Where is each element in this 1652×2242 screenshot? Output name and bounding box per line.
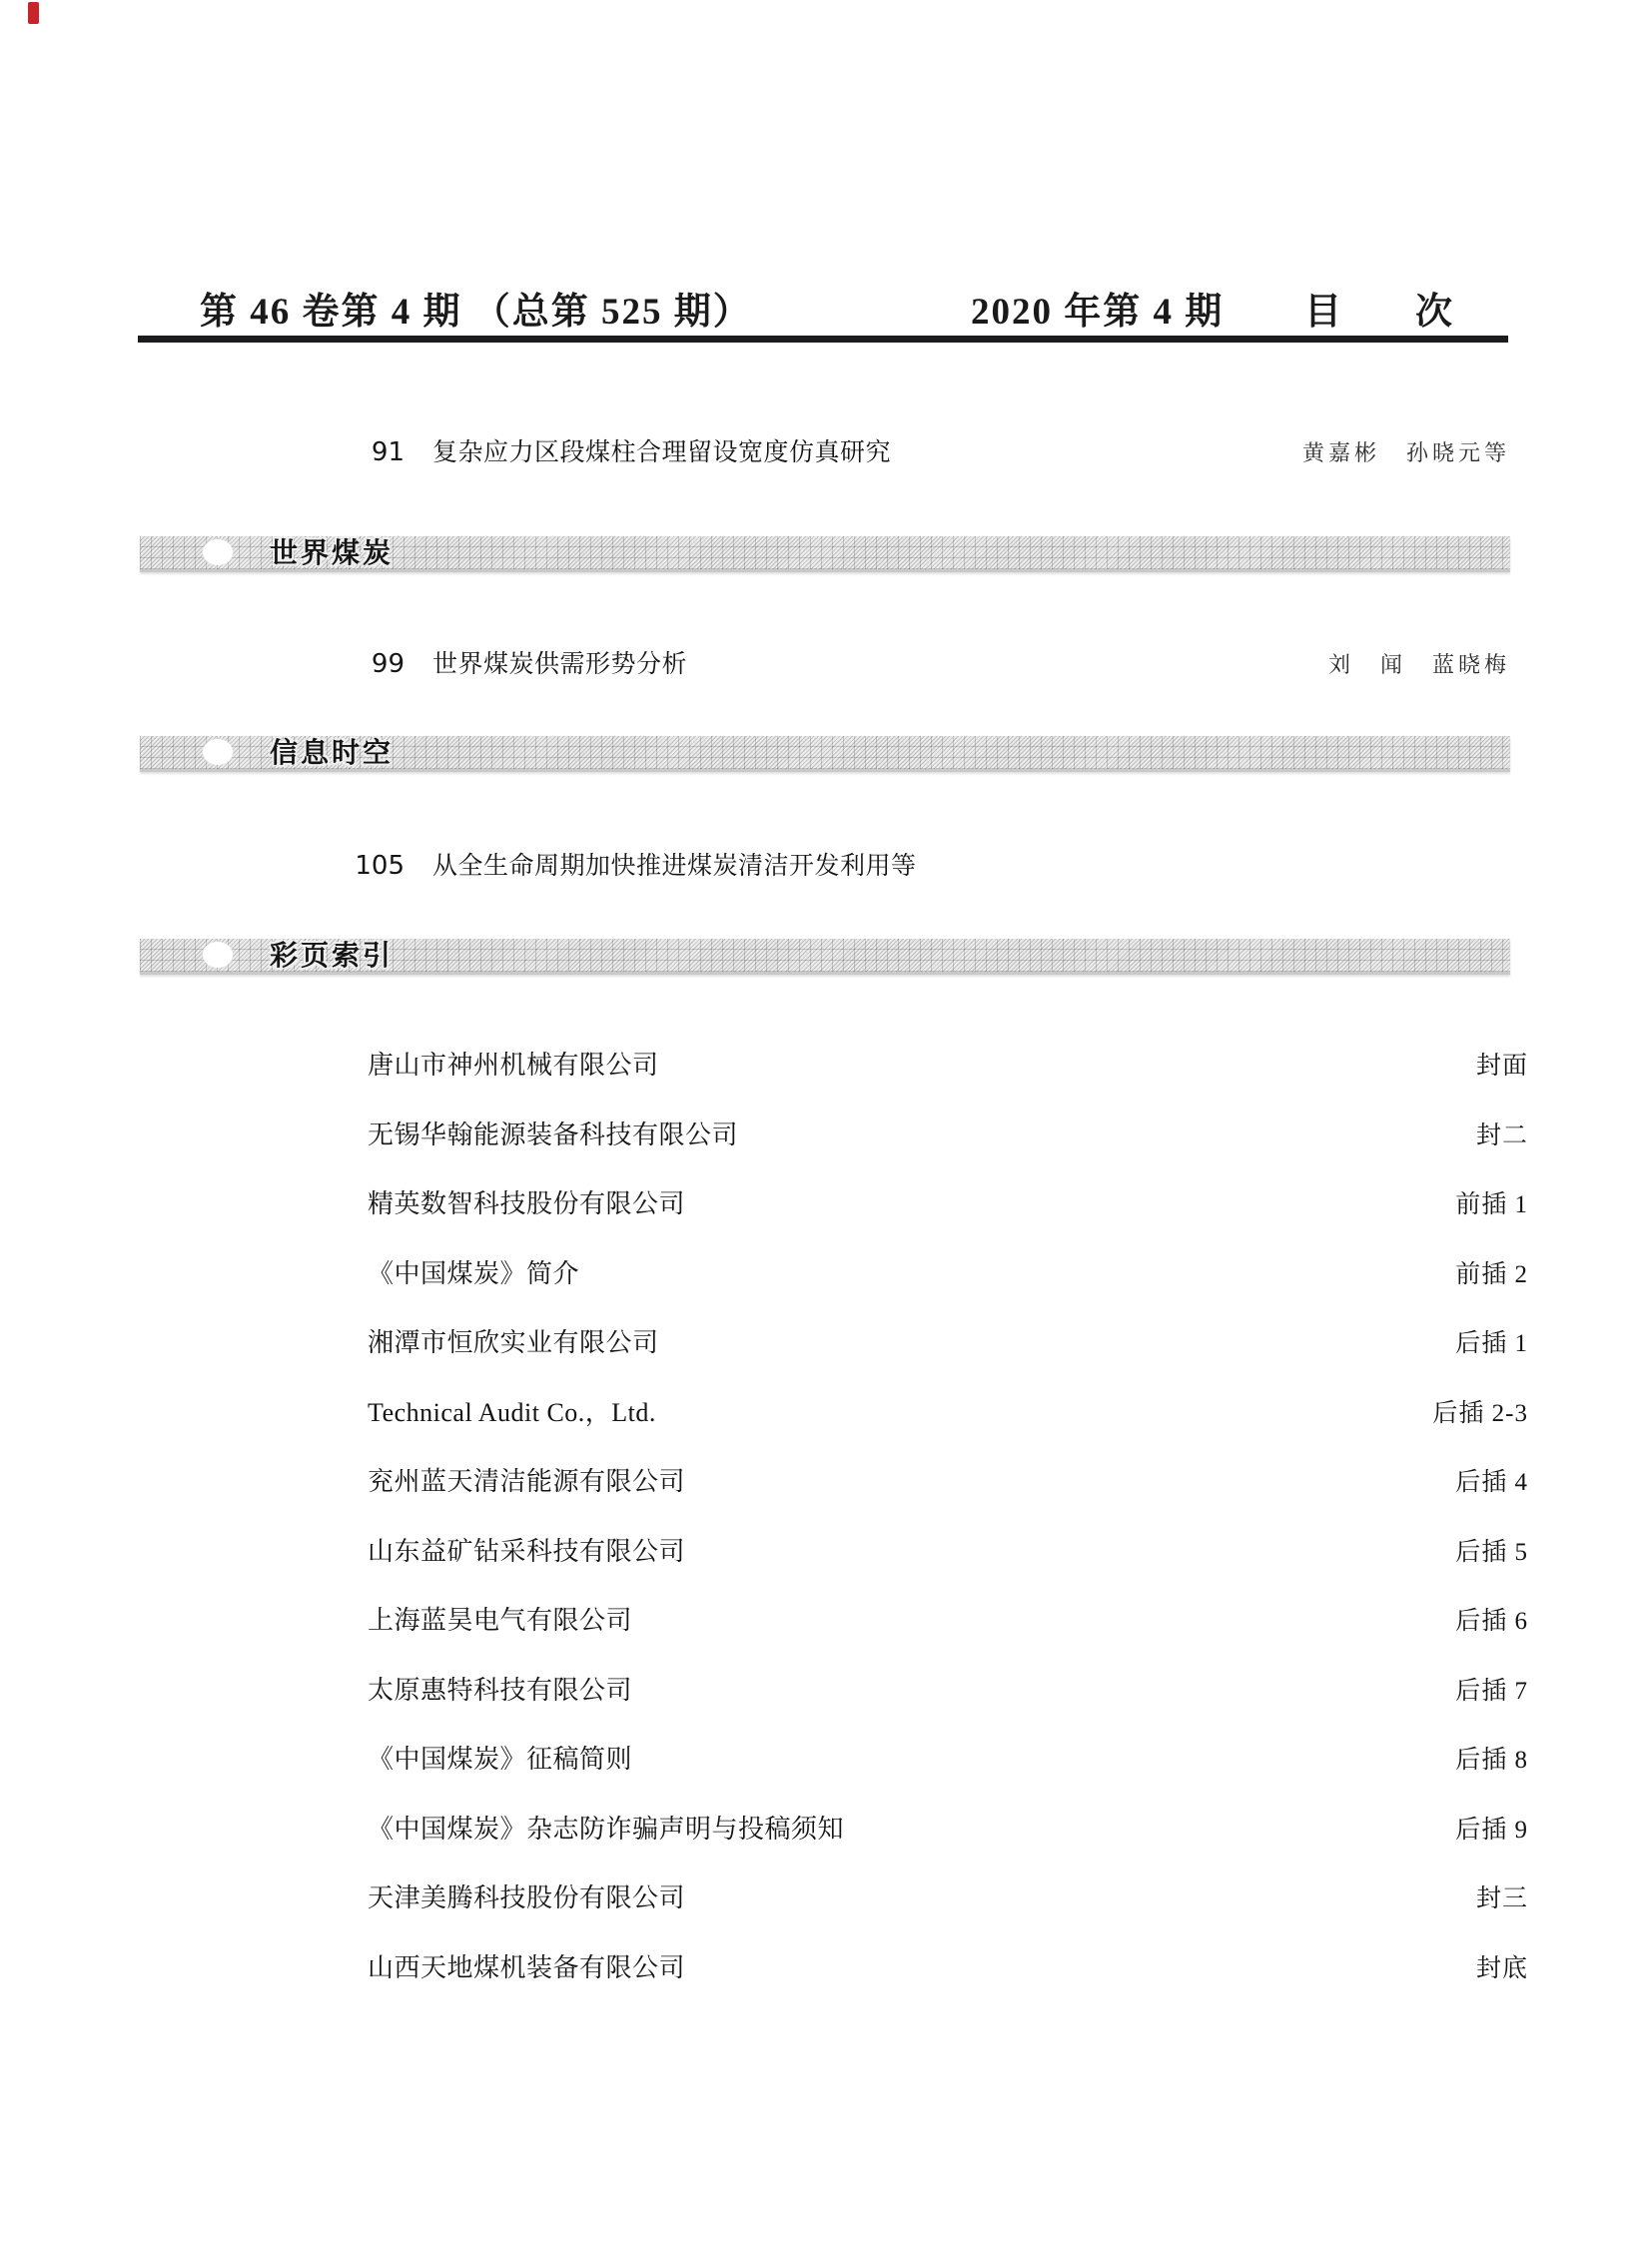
section-banner-world-coal [140,536,1510,572]
section-banner-color-index [140,939,1510,975]
year-issue-label: 2020 年第 4 期 [971,292,1225,333]
index-row [368,1600,1528,1635]
section-banner-title: 世界煤炭 [270,536,395,569]
index-item-page: 后插 2-3 [1432,1400,1528,1427]
index-row [368,1461,1528,1496]
index-item-name: 《中国煤炭》简介 [368,1259,580,1288]
section-banner-title: 彩页索引 [270,939,395,972]
article-page-number: 105 [355,851,405,881]
index-item-name: 精英数智科技股份有限公司 [368,1189,686,1218]
section-banner-title: 信息时空 [270,736,395,769]
index-row [368,1670,1528,1705]
index-item-name: 唐山市神州机械有限公司 [368,1051,659,1080]
index-row [368,1739,1528,1774]
index-item-name: 无锡华翰能源装备科技有限公司 [368,1121,739,1149]
index-item-name: 兖州蓝天清洁能源有限公司 [368,1467,686,1496]
index-item-page: 后插 4 [1455,1469,1528,1496]
index-item-page: 后插 9 [1455,1817,1528,1844]
index-item-page: 封面 [1475,1053,1528,1080]
article-authors: 刘 闻 蓝晓梅 [1327,652,1510,677]
article-title: 从全生命周期加快推进煤炭清洁开发利用等 [432,851,917,880]
banner-dot-icon [203,539,233,565]
index-item-page: 封底 [1475,1955,1528,1982]
index-item-page: 封三 [1475,1885,1528,1912]
article-title: 世界煤炭供需形势分析 [432,649,688,678]
index-item-page: 封二 [1475,1122,1528,1149]
index-item-page: 前插 1 [1455,1191,1528,1218]
index-item-name: Technical Audit Co.，Ltd. [368,1398,656,1427]
index-row [368,1045,1528,1080]
scan-artifact-red [28,2,39,24]
index-item-page: 前插 2 [1455,1261,1528,1288]
index-item-name: 山东益矿钻采科技有限公司 [368,1537,686,1566]
index-item-page: 后插 1 [1455,1330,1528,1357]
index-item-page: 后插 5 [1455,1539,1528,1566]
index-row [368,1392,1528,1427]
index-row [368,1809,1528,1844]
index-row [368,1947,1528,1982]
article-authors: 黄嘉彬 孙晓元等 [1301,440,1510,465]
section-banner-info-space [140,736,1510,772]
article-page-number: 91 [371,437,405,467]
index-row [368,1253,1528,1288]
banner-dot-icon [203,739,233,765]
article-title: 复杂应力区段煤柱合理留设宽度仿真研究 [432,437,892,466]
index-item-page: 后插 6 [1455,1608,1528,1635]
article-entry [300,644,1510,678]
index-item-name: 《中国煤炭》征稿简则 [368,1745,633,1774]
banner-dot-icon [203,942,233,968]
index-item-name: 上海蓝昊电气有限公司 [368,1606,633,1635]
header-rule [138,336,1508,343]
index-row [368,1877,1528,1912]
volume-issue-label: 第 46 卷第 4 期 （总第 525 期） [200,292,752,333]
index-row [368,1531,1528,1566]
index-item-name: 湘潭市恒欣实业有限公司 [368,1328,659,1357]
index-row [368,1115,1528,1149]
index-item-name: 山西天地煤机装备有限公司 [368,1953,686,1982]
toc-title: 目 次 [1304,292,1452,333]
index-row [368,1183,1528,1218]
index-item-name: 天津美腾科技股份有限公司 [368,1883,686,1912]
index-item-page: 后插 7 [1455,1678,1528,1705]
article-entry [300,846,1510,880]
index-item-page: 后插 8 [1455,1747,1528,1774]
article-page-number: 99 [371,649,405,679]
index-row [368,1322,1528,1357]
index-item-name: 太原惠特科技有限公司 [368,1676,633,1705]
article-entry [300,432,1510,466]
index-item-name: 《中国煤炭》杂志防诈骗声明与投稿须知 [368,1815,845,1844]
